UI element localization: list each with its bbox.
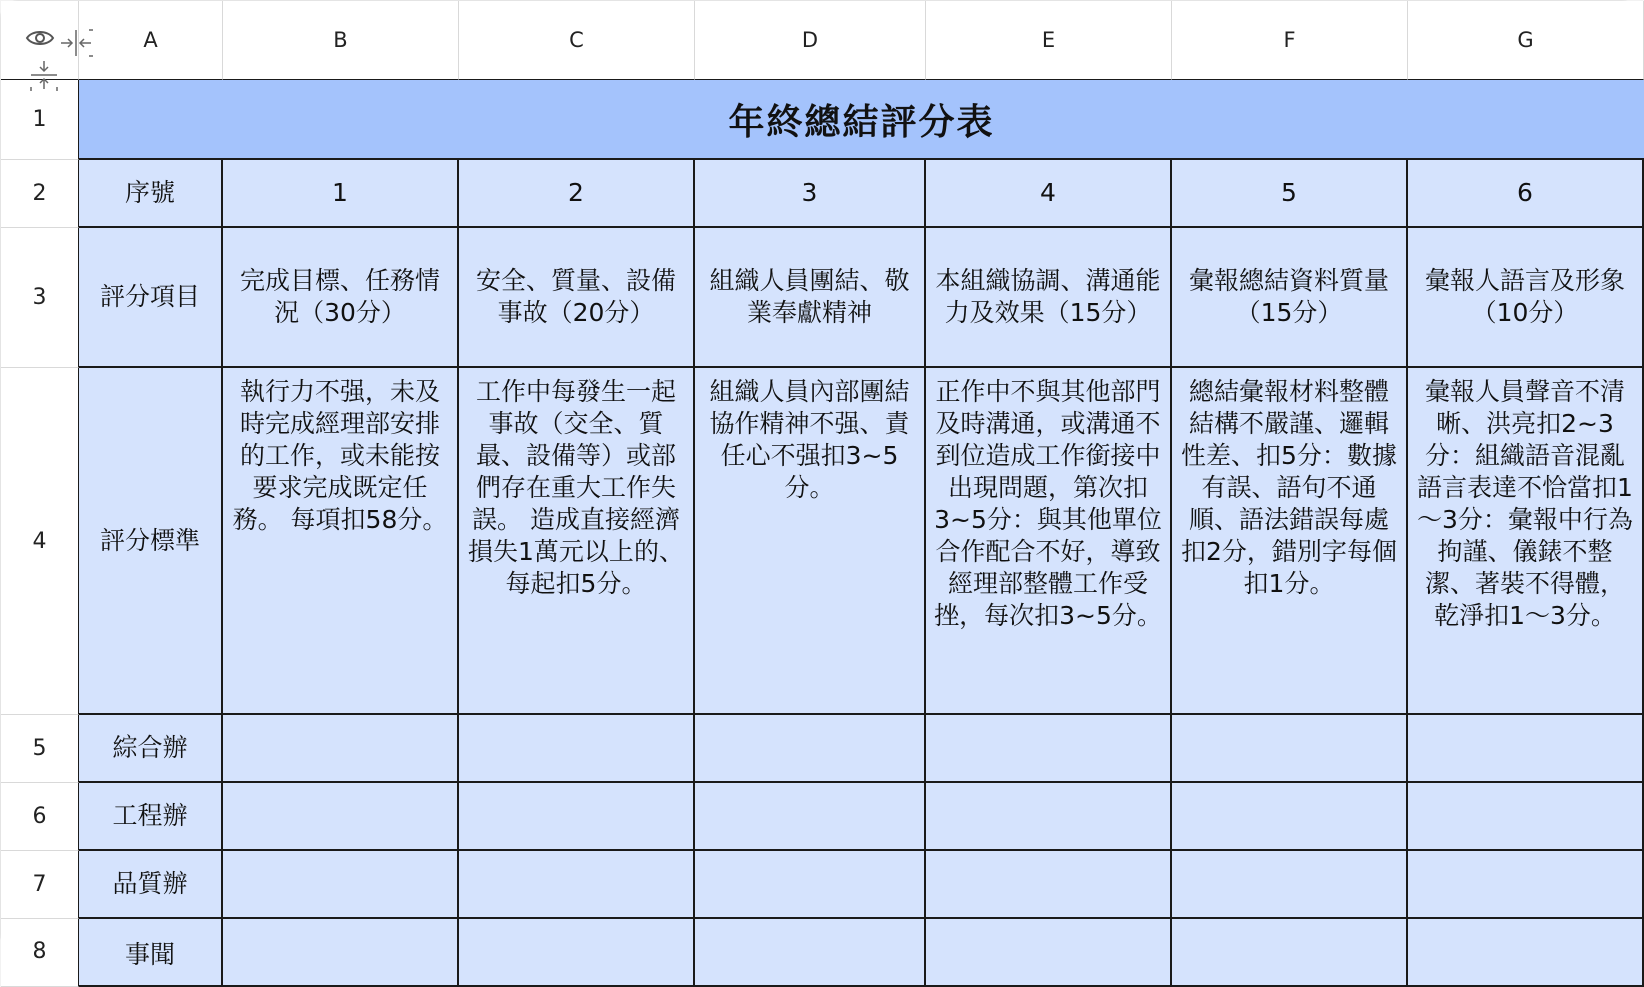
sheet-title-cell[interactable]: 年終總結評分表 [79,80,1644,160]
row-header-4[interactable]: 4 [1,368,79,715]
cell-g7[interactable] [1408,851,1644,919]
column-header-e[interactable]: E [926,1,1172,80]
row-header-5[interactable]: 5 [1,715,79,783]
cell-b3[interactable]: 完成目標、任務情況（30分） [223,228,459,368]
cell-a7[interactable]: 品質辦 [79,851,223,919]
cell-c8[interactable] [459,919,695,987]
cell-b4[interactable]: 執行力不强，未及時完成經理部安排的工作，或未能按要求完成既定任務。 每項扣58分。 [223,368,459,715]
cell-a3[interactable]: 評分項目 [79,228,223,368]
cell-g8[interactable] [1408,919,1644,987]
column-header-b[interactable]: B [223,1,459,80]
spreadsheet-grid [1,1,1644,987]
cell-b6[interactable] [223,783,459,851]
column-header-g[interactable]: G [1408,1,1644,80]
row-header-6[interactable]: 6 [1,783,79,851]
cell-a6[interactable]: 工程辦 [79,783,223,851]
cell-f4[interactable]: 總結彙報材料整體結構不嚴謹、邏輯性差、扣5分：數據有誤、語句不通順、語法錯誤每處扣2分，錯別字每個扣1分。 [1172,368,1408,715]
cell-d2[interactable]: 3 [695,160,926,228]
cell-a8[interactable]: 事聞 [79,919,223,987]
cell-c6[interactable] [459,783,695,851]
cell-d5[interactable] [695,715,926,783]
cell-d3[interactable]: 組織人員團結、敬業奉獻精神 [695,228,926,368]
cell-c2[interactable]: 2 [459,160,695,228]
cell-f3[interactable]: 彙報總結資料質量（15分） [1172,228,1408,368]
cell-c3[interactable]: 安全、質量、設備事故（20分） [459,228,695,368]
cell-g2[interactable]: 6 [1408,160,1644,228]
eye-icon[interactable] [25,27,55,49]
cell-d6[interactable] [695,783,926,851]
row-header-8[interactable]: 8 [1,919,79,987]
freeze-columns-icon[interactable] [59,28,95,58]
cell-g5[interactable] [1408,715,1644,783]
cell-e2[interactable]: 4 [926,160,1172,228]
cell-e3[interactable]: 本組織協調、溝通能力及效果（15分） [926,228,1172,368]
freeze-rows-icon[interactable] [29,59,59,91]
cell-d8[interactable] [695,919,926,987]
cell-c5[interactable] [459,715,695,783]
column-header-d[interactable]: D [695,1,926,80]
row-header-7[interactable]: 7 [1,851,79,919]
column-header-f[interactable]: F [1172,1,1408,80]
cell-a2[interactable]: 序號 [79,160,223,228]
cell-e8[interactable] [926,919,1172,987]
cell-d4[interactable]: 組織人員內部團結協作精神不强、責任心不强扣3~5分。 [695,368,926,715]
row-header-2[interactable]: 2 [1,160,79,228]
cell-f5[interactable] [1172,715,1408,783]
cell-e4[interactable]: 正作中不與其他部門及時溝通，或溝通不到位造成工作銜接中出現問題，第次扣3~5分：與其他單位合作配合不好，導致經理部整體工作受挫，每次扣3~5分。 [926,368,1172,715]
cell-e6[interactable] [926,783,1172,851]
cell-e5[interactable] [926,715,1172,783]
cell-f8[interactable] [1172,919,1408,987]
cell-g4[interactable]: 彙報人員聲音不清晰、洪亮扣2~3分：組織語音混亂語言表達不恰當扣1～3分：彙報中行為拘謹、儀錶不整潔、著裝不得體，乾淨扣1～3分。 [1408,368,1644,715]
cell-e7[interactable] [926,851,1172,919]
row-header-1[interactable]: 1 [1,80,79,160]
cell-f6[interactable] [1172,783,1408,851]
cell-a5[interactable]: 綜合辦 [79,715,223,783]
cell-b7[interactable] [223,851,459,919]
cell-g6[interactable] [1408,783,1644,851]
cell-b5[interactable] [223,715,459,783]
cell-d7[interactable] [695,851,926,919]
column-header-a[interactable]: A [79,1,223,80]
column-header-c[interactable]: C [459,1,695,80]
cell-b2[interactable]: 1 [223,160,459,228]
cell-a4[interactable]: 評分標準 [79,368,223,715]
cell-f2[interactable]: 5 [1172,160,1408,228]
row-header-3[interactable]: 3 [1,228,79,368]
cell-c7[interactable] [459,851,695,919]
cell-c4[interactable]: 工作中每發生一起事故（交全、質最、設備等）或部們存在重大工作失誤。 造成直接經濟損失1萬元以上的、每起扣5分。 [459,368,695,715]
cell-f7[interactable] [1172,851,1408,919]
cell-g3[interactable]: 彙報人語言及形象（10分） [1408,228,1644,368]
cell-b8[interactable] [223,919,459,987]
corner-cell [1,1,79,80]
